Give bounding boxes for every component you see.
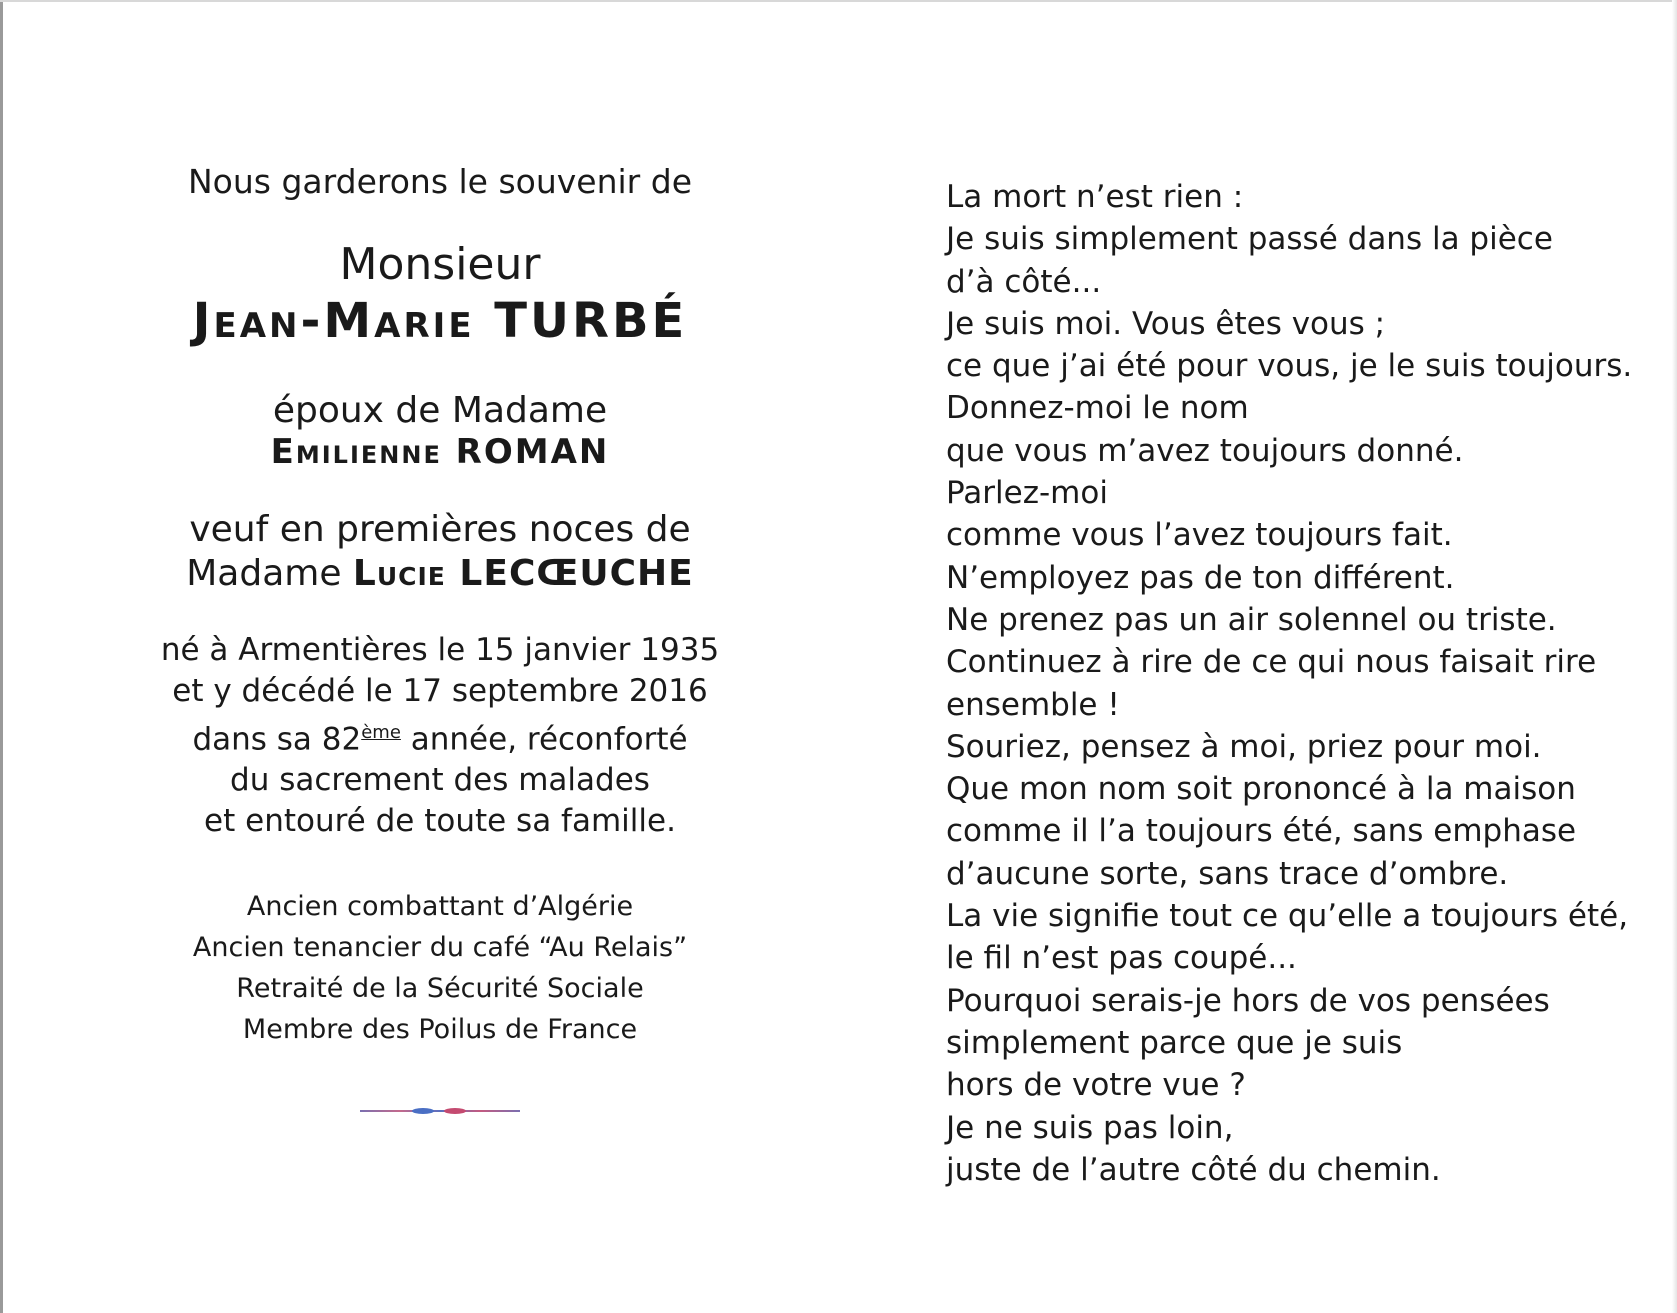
poem-line: Souriez, pensez à moi, priez pour moi. [946,728,1542,765]
poem-line: La vie signifie tout ce qu’elle a toujours été, [946,898,1629,935]
poem-line: Continuez à rire de ce qui nous faisait rire [946,644,1597,681]
poem-line: ensemble ! [946,686,1120,723]
age-line-post: année, réconforté [400,721,688,758]
poem-line: comme vous l’avez toujours fait. [946,517,1453,554]
honorific: Monsieur [339,239,541,290]
ornament-line [360,1110,520,1112]
deceased-first-name: Jean-Marie [192,293,475,349]
intro-text: Nous garderons le souvenir de [188,162,692,201]
poem-line: Ne prenez pas un air solennel ou triste. [946,601,1557,638]
poem-line: comme il l’a toujours été, sans emphase [946,813,1577,850]
spouse-intro: époux de Madame [272,390,608,431]
poem-line: Donnez-moi le nom [946,390,1249,427]
tricolor-ornament [360,1108,520,1114]
card-edge-top [0,0,1677,2]
title-item: Ancien tenancier du café “Au Relais” [192,932,688,964]
poem-line: d’aucune sorte, sans trace d’ombre. [946,855,1509,892]
card-edge-right [1672,0,1677,1313]
sacrament-line: du sacrement des malades [230,762,650,799]
title-item: Membre des Poilus de France [242,1014,638,1046]
age-ordinal: ème [361,722,401,743]
first-marriage-intro: veuf en premières noces de [189,509,691,550]
deceased-last-name: TURBÉ [494,293,688,349]
poem-line: ce que j’ai été pour vous, je le suis toujours. [946,348,1633,385]
birth-line: né à Armentières le 15 janvier 1935 [160,632,720,668]
poem-line: que vous m’avez toujours donné. [946,432,1464,469]
age-line-pre: dans sa 82 [192,721,362,758]
title-item: Retraité de la Sécurité Sociale [236,973,644,1005]
poem [946,176,1666,1191]
poem-line: juste de l’autre côté du chemin. [946,1151,1441,1188]
first-wife-name: Lucie LECŒUCHE [352,553,694,594]
memorial-column [60,162,820,1114]
poem-line: le fil n’est pas coupé... [946,940,1297,977]
poem-line: La mort n’est rien : [946,179,1244,215]
poem-line: Je ne suis pas loin, [946,1109,1234,1146]
poem-line: hors de votre vue ? [946,1067,1246,1104]
first-wife-title: Madame [186,553,342,594]
poem-line: Pourquoi serais-je hors de vos pensées [946,982,1550,1019]
poem-line: Que mon nom soit prononcé à la maison [946,771,1576,808]
poem-line: Je suis moi. Vous êtes vous ; [946,305,1386,342]
age-line [60,712,820,760]
life-details [60,630,820,842]
poem-line: simplement parce que je suis [946,1024,1403,1061]
first-wife [60,552,820,596]
poem-line: Parlez-moi [946,475,1108,512]
deceased-name [60,290,820,352]
family-line: et entouré de toute sa famille. [204,803,676,840]
first-marriage [60,508,820,596]
poem-line: N’employez pas de ton différent. [946,559,1455,596]
ornament-blue-mark [412,1108,434,1114]
ornament-red-mark [444,1108,466,1114]
titles-list [60,886,820,1050]
spouse-name: Emilienne ROMAN [270,432,610,472]
title-item: Ancien combattant d’Algérie [246,891,634,923]
poem-line: Je suis simplement passé dans la pièce [946,221,1553,258]
death-line: et y décédé le 17 septembre 2016 [172,673,708,709]
poem-line: d’à côté... [946,263,1102,300]
card-edge-left [0,0,3,1313]
